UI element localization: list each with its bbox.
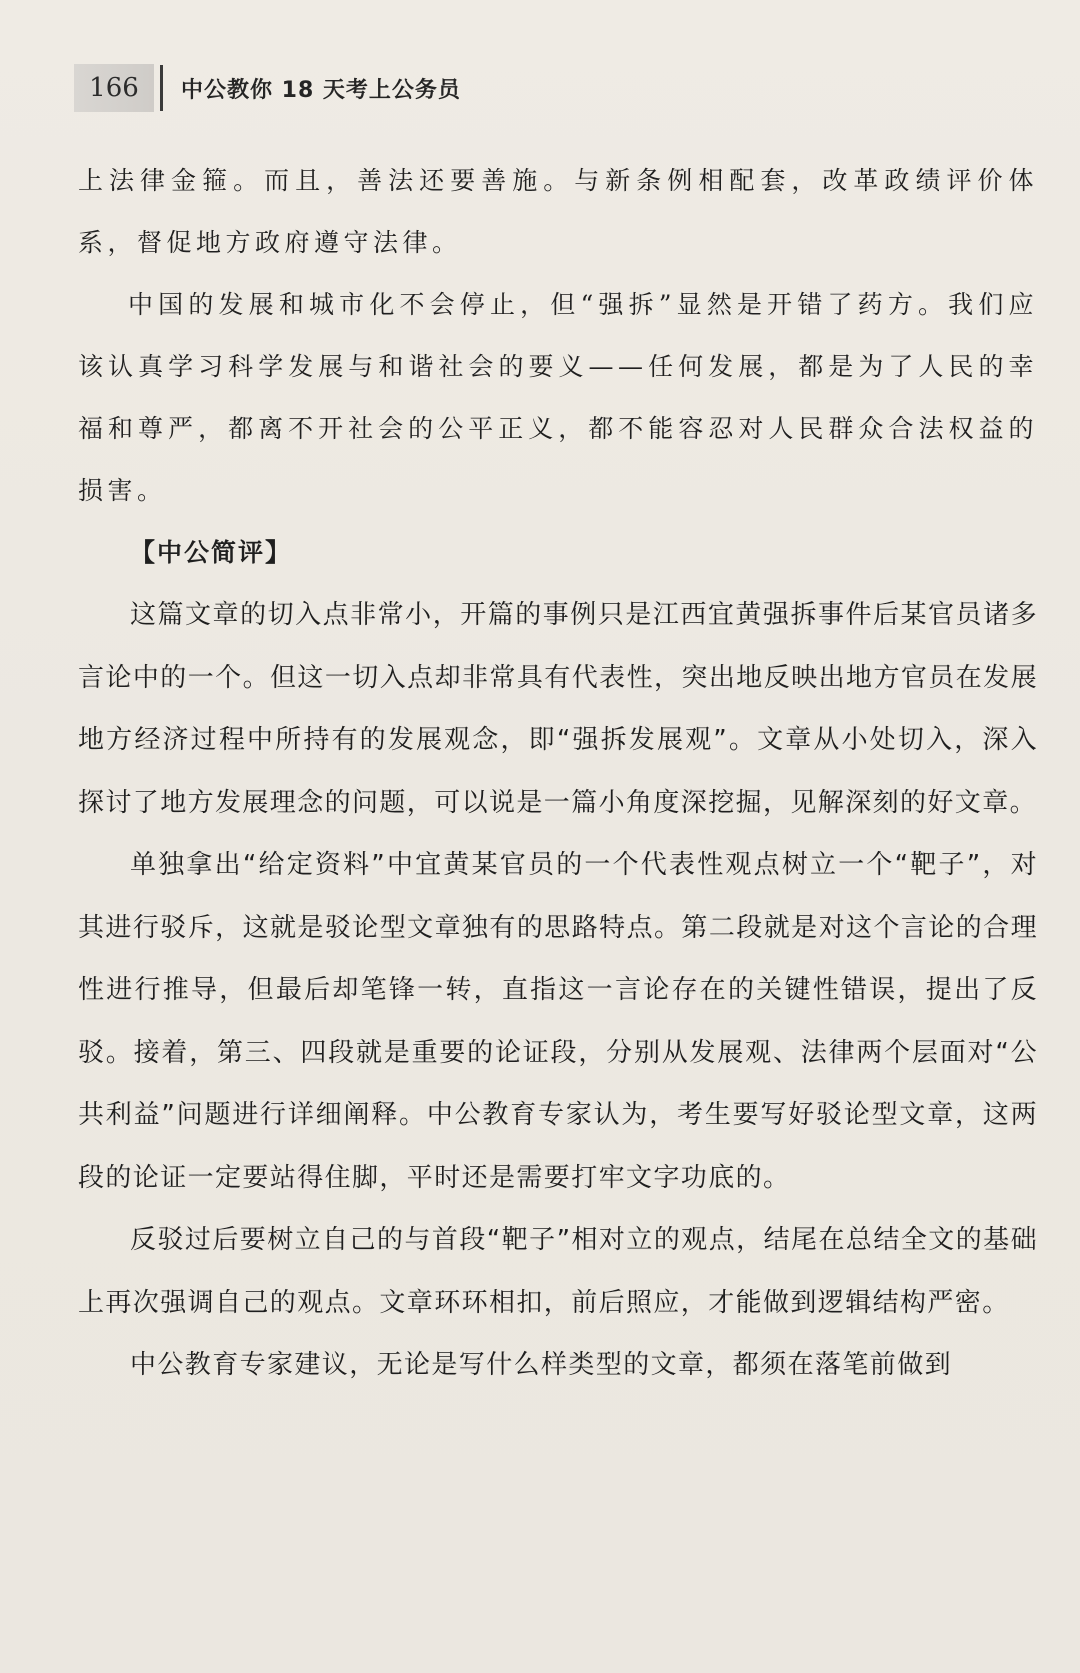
review-paragraph: 这篇文章的切入点非常小，开篇的事例只是江西宜黄强拆事件后某官员诸多言论中的一个。但这一切入点却非常具有代表性，突出地反映出地方官员在发展地方经济过程中所持有的发展观念，即“强拆发展观”。文章从小处切入，深入探讨了地方发展理念的问题，可以说是一篇小角度深挖掘，见解深刻的好文章。 <box>78 600 1038 818</box>
page-number: 166 <box>74 64 154 112</box>
page-header <box>74 60 461 116</box>
review-paragraph: 反驳过后要树立自己的与首段“靶子”相对立的观点，结尾在总结全文的基础上再次强调自己的观点。文章环环相扣，前后照应，才能做到逻辑结构严密。 <box>78 1225 1038 1318</box>
review-paragraph: 单独拿出“给定资料”中宜黄某官员的一个代表性观点树立一个“靶子”，对其进行驳斥，这就是驳论型文章独有的思路特点。第二段就是对这个言论的合理性进行推导，但最后却笔锋一转，直指这一言论存在的关键性错误，提出了反驳。接着，第三、四段就是重要的论证段，分别从发展观、法律两个层面对“公共利益”问题进行详细阐释。中公教育专家认为，考生要写好驳论型文章，这两段的论证一定要站得住脚，平时还是需要打牢文字功底的。 <box>78 850 1038 1193</box>
review-paragraph: 中公教育专家建议，无论是写什么样类型的文章，都须在落笔前做到 <box>130 1350 953 1380</box>
book-title: 中公教你 18 天考上公务员 <box>181 77 461 103</box>
body-paragraph: 中国的发展和城市化不会停止，但“强拆”显然是开错了药方。我们应该认真学习科学发展与和谐社会的要义——任何发展，都是为了人民的幸福和尊严，都离不开社会的公平正义，都不能容忍对人民群众合法权益的损害。 <box>78 290 1038 505</box>
article-ending <box>78 150 1038 522</box>
section-heading: 【中公简评】 <box>130 538 293 567</box>
body-paragraph: 上法律金箍。而且，善法还要善施。与新条例相配套，改革政绩评价体系，督促地方政府遵守法律。 <box>78 166 1038 257</box>
page-body <box>78 150 1038 1397</box>
header-divider <box>160 65 163 111</box>
review-section <box>78 584 1038 1397</box>
